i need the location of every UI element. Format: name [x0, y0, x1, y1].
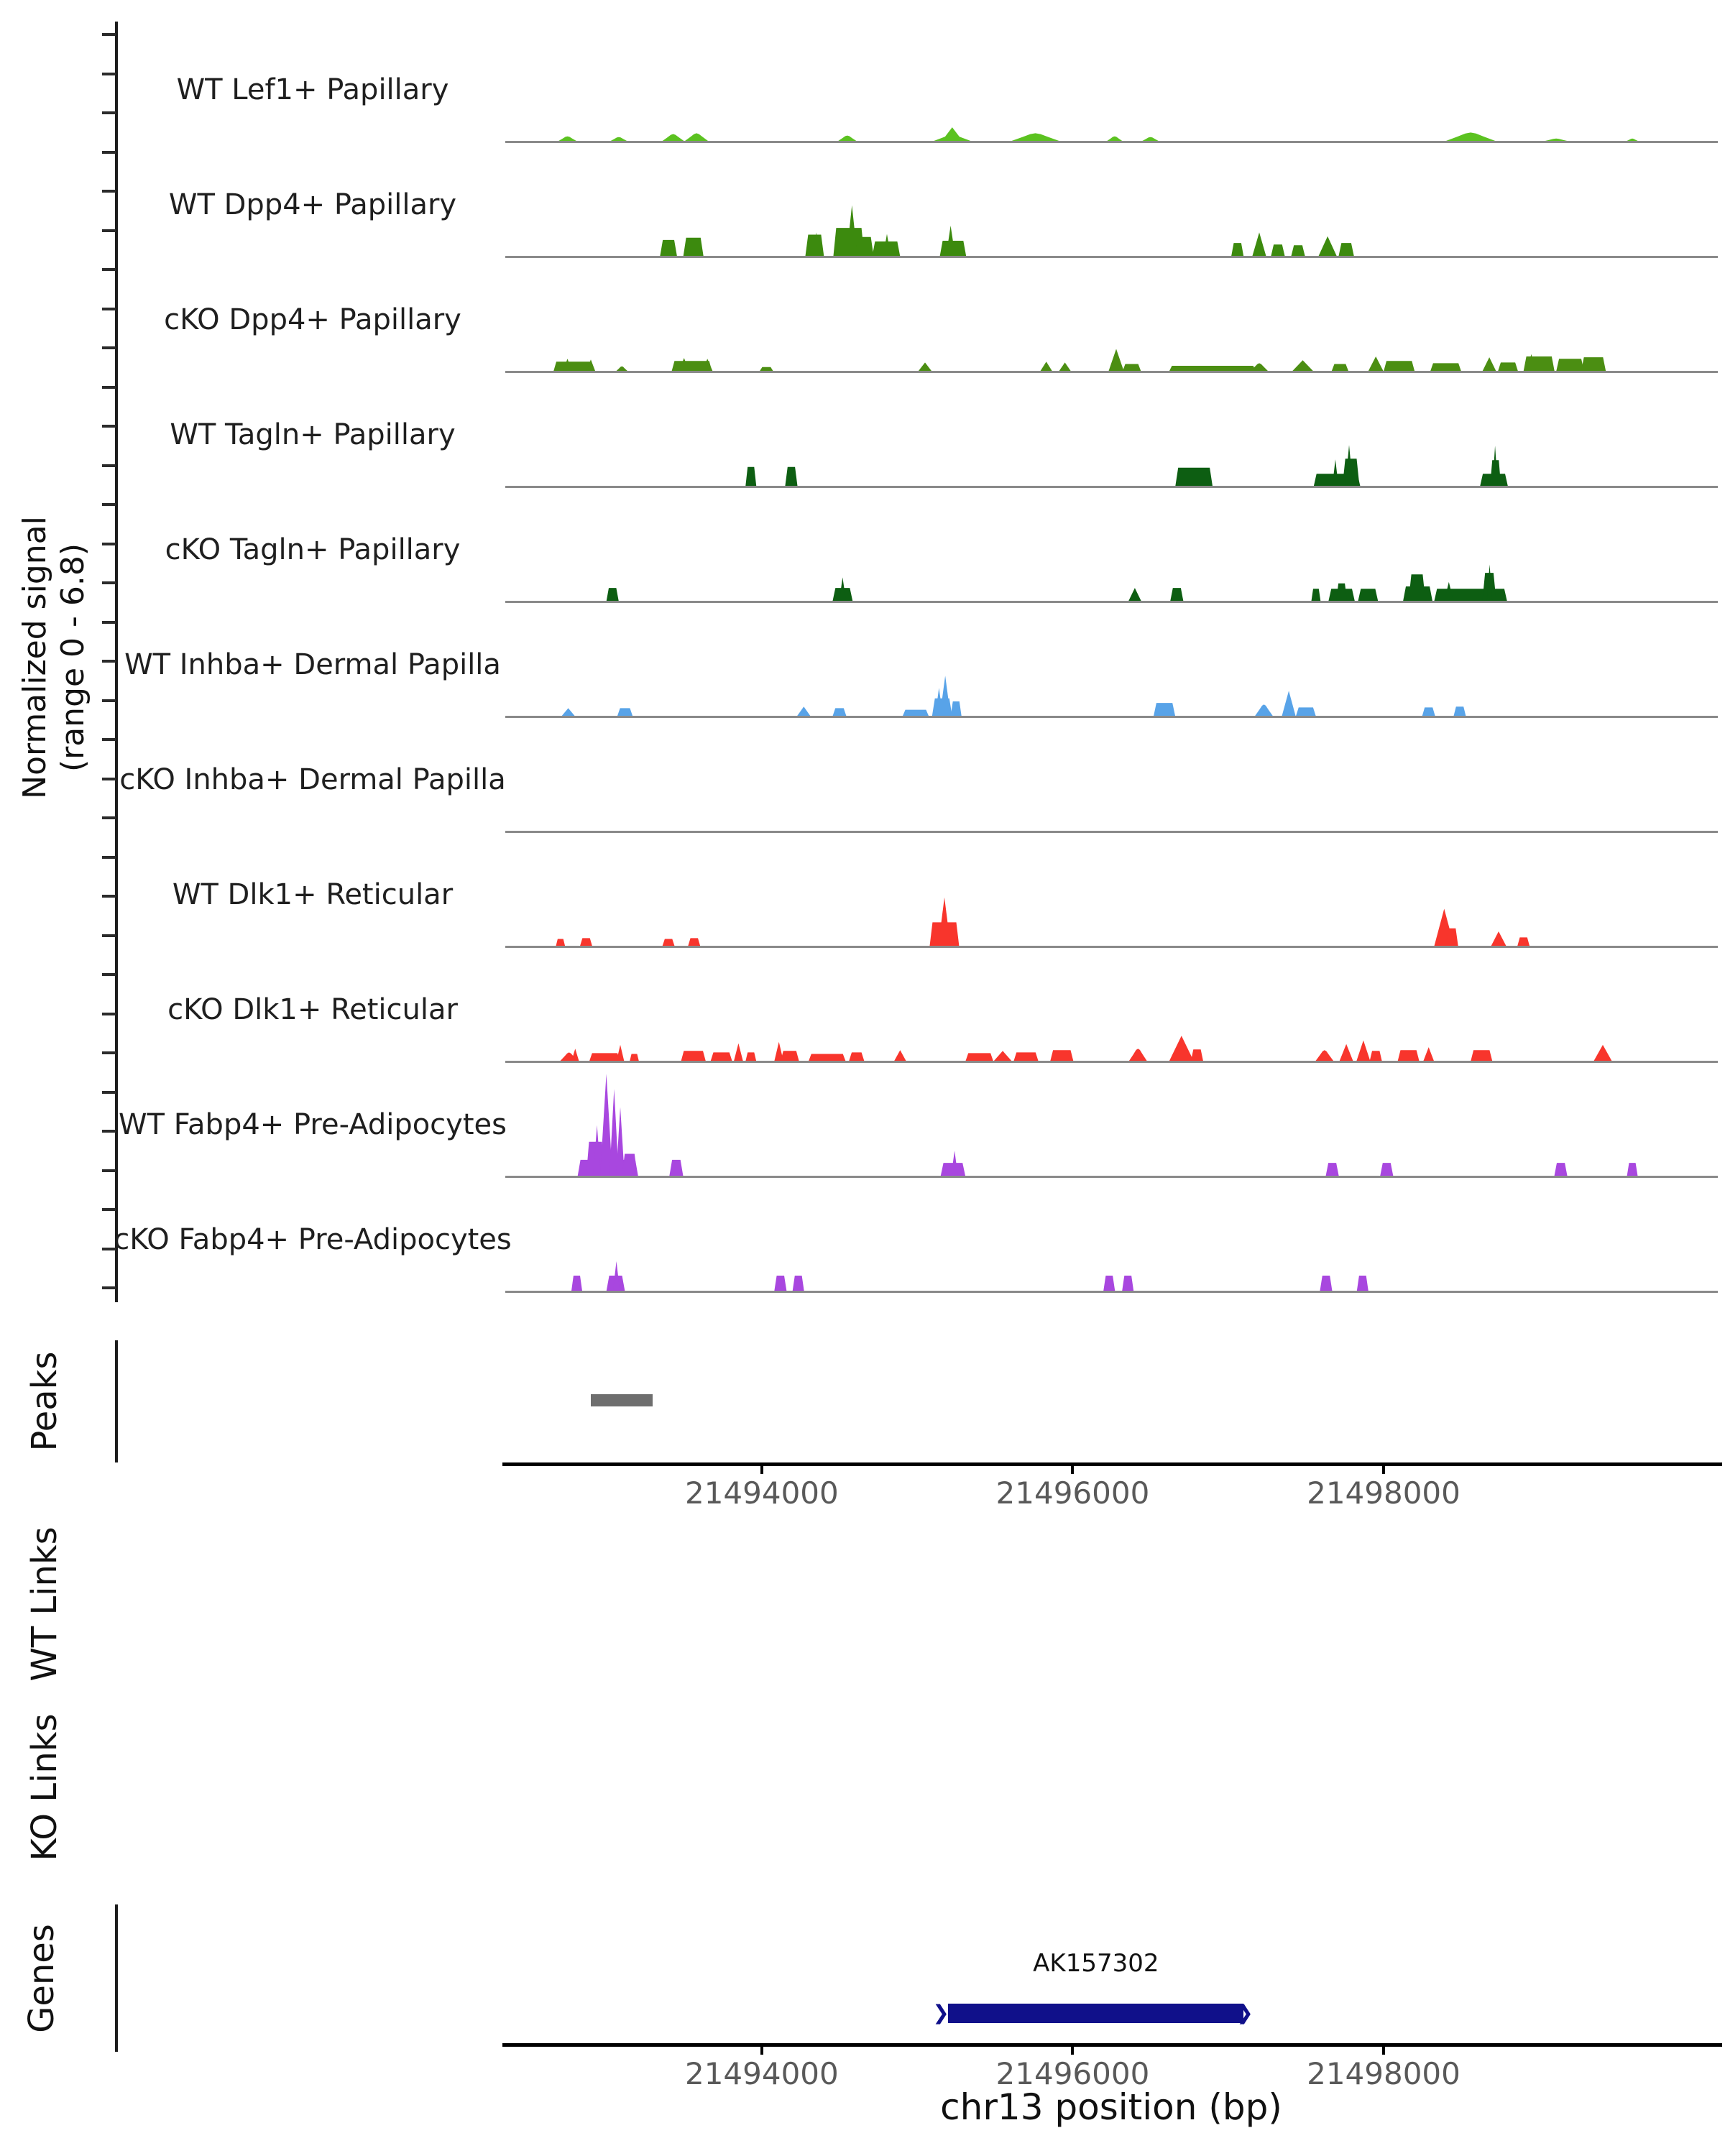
signal-peak [1169, 1036, 1195, 1061]
signal-peak [745, 467, 756, 487]
track-baseline [505, 141, 1718, 143]
signal-peak [1380, 1163, 1393, 1176]
signal-axis-tick [102, 1286, 116, 1289]
section-label-genes: Genes [22, 1924, 62, 2033]
signal-peak [1040, 361, 1052, 372]
signal-peak [571, 1049, 579, 1061]
signal-peak [1336, 584, 1347, 602]
track-signal [505, 954, 1718, 1061]
track-baseline [505, 486, 1718, 488]
signal-peak [1338, 243, 1354, 257]
signal-peak [1128, 588, 1141, 602]
signal-peak [1593, 1045, 1612, 1061]
signal-peak [1320, 1276, 1332, 1291]
signal-axis-tick [102, 973, 116, 976]
signal-axis-tick [102, 346, 116, 349]
x-axis-tick [1071, 1466, 1074, 1474]
signal-peak [1191, 1049, 1203, 1061]
track-baseline [505, 946, 1718, 948]
signal-peak [797, 706, 811, 717]
section-label-wt-links: WT Links [24, 1526, 65, 1682]
x-axis-tick [760, 1466, 763, 1474]
signal-peak [622, 1154, 638, 1177]
signal-peak [855, 237, 874, 257]
signal-axis-tick [102, 151, 116, 154]
signal-axis-tick [102, 229, 116, 232]
signal-axis-tick [102, 1208, 116, 1211]
signal-peak [1292, 360, 1313, 372]
track-label: WT Dpp4+ Papillary [168, 188, 457, 221]
signal-peak [1358, 589, 1378, 602]
signal-peak [938, 898, 950, 946]
genes-bracket-line [115, 1904, 118, 2052]
signal-peak [617, 1045, 625, 1061]
signal-peak [1368, 356, 1384, 372]
track-baseline [505, 831, 1718, 833]
track-label: cKO Fabp4+ Pre-Adipocytes [114, 1223, 512, 1256]
signal-peak [1282, 691, 1296, 717]
track-label: WT Fabp4+ Pre-Adipocytes [119, 1108, 507, 1141]
x-axis-tick [1382, 1466, 1385, 1474]
signal-axis-tick [102, 386, 116, 389]
signal-peak [1170, 588, 1183, 602]
x-axis-tick [760, 2047, 763, 2055]
section-label-ko-links: KO Links [24, 1713, 65, 1861]
track-baseline [505, 601, 1718, 603]
x-axis-tick [1071, 2047, 1074, 2055]
x-axis-tick-label: 21498000 [1307, 2056, 1460, 2091]
x-axis-line [502, 1462, 1722, 1466]
signal-peak [940, 676, 951, 717]
signal-peak [1271, 244, 1285, 257]
peak-region-bar [591, 1394, 653, 1406]
signal-peak [1482, 357, 1496, 372]
gene-strand-arrow-left: ❯ [932, 2001, 949, 2024]
signal-peak [1333, 459, 1339, 487]
track-label: cKO Tagln+ Papillary [165, 533, 461, 566]
signal-peak [1471, 1050, 1492, 1061]
x-axis-tick-label: 21496000 [995, 2056, 1150, 2091]
track-signal [505, 839, 1718, 946]
signal-peak [1154, 703, 1175, 717]
signal-peak [942, 127, 963, 142]
signal-axis-tick [102, 934, 116, 937]
x-axis-tick-label: 21498000 [1307, 1475, 1460, 1511]
track-signal [505, 34, 1718, 142]
signal-peak [681, 1051, 706, 1061]
signal-peak [1128, 1049, 1147, 1061]
gene-strand-arrow-right: ❯ [1236, 2001, 1254, 2024]
signal-peak [1356, 1041, 1371, 1061]
signal-axis-tick [102, 503, 116, 506]
signal-peak [1409, 574, 1426, 602]
signal-peak [951, 701, 962, 717]
track-baseline [505, 716, 1718, 718]
signal-peak [1291, 245, 1305, 257]
signal-peak [774, 1276, 786, 1291]
track-label: cKO Inhba+ Dermal Papilla [119, 763, 506, 796]
track-signal [505, 609, 1718, 717]
signal-peak [669, 1160, 683, 1176]
signal-peak [785, 467, 797, 487]
signal-peak [1627, 1163, 1638, 1176]
signal-axis-tick [102, 1091, 116, 1094]
signal-peak [1252, 232, 1266, 257]
signal-axis-tick [102, 581, 116, 584]
signal-peak [660, 240, 677, 257]
signal-peak [1398, 1050, 1420, 1061]
track-signal [505, 1069, 1718, 1176]
signal-peak [1315, 1050, 1334, 1061]
gene-label: AK157302 [1033, 1949, 1159, 1978]
signal-axis-tick [102, 1169, 116, 1172]
signal-peak [684, 238, 704, 257]
signal-peak [1357, 1276, 1368, 1291]
signal-peak [1108, 349, 1124, 372]
x-axis-line [502, 2043, 1722, 2047]
signal-peak [793, 1276, 804, 1291]
track-label: WT Lef1+ Papillary [176, 73, 449, 106]
signal-peak [1318, 236, 1337, 257]
signal-axis-tick [102, 464, 116, 467]
signal-axis-tick [102, 33, 116, 36]
x-axis-tick [1382, 2047, 1385, 2055]
track-baseline [505, 1176, 1718, 1178]
signal-axis-tick [102, 111, 116, 114]
signal-axis-tick [102, 268, 116, 271]
signal-peak [1122, 1276, 1133, 1291]
y-axis-label [16, 516, 92, 799]
track-baseline [505, 371, 1718, 373]
x-axis-tick-label: 21494000 [684, 2056, 839, 2091]
x-axis-title: chr13 position (bp) [940, 2086, 1282, 2128]
signal-peak [1423, 1047, 1434, 1061]
track-signal [505, 149, 1718, 257]
signal-peak [894, 1050, 906, 1061]
signal-axis-tick [102, 621, 116, 624]
x-axis-tick-label: 21494000 [684, 1475, 839, 1511]
signal-axis-tick [102, 816, 116, 819]
signal-peak [1370, 1051, 1382, 1061]
track-label: WT Tagln+ Papillary [170, 418, 456, 451]
signal-peak [1175, 468, 1213, 487]
signal-peak [1325, 1163, 1338, 1176]
track-label: WT Inhba+ Dermal Papilla [124, 648, 501, 681]
signal-peak [1311, 589, 1320, 602]
signal-peak [1050, 1050, 1073, 1061]
track-baseline [505, 1291, 1718, 1293]
track-label: cKO Dpp4+ Papillary [164, 303, 461, 336]
track-signal [505, 379, 1718, 487]
signal-peak [993, 1051, 1012, 1061]
track-baseline [505, 256, 1718, 258]
track-label: WT Dlk1+ Reticular [172, 878, 454, 911]
signal-peak [1581, 357, 1606, 372]
signal-axis-tick [102, 1051, 116, 1054]
track-baseline [505, 1061, 1718, 1063]
y-axis-label-line1: Normalized signal [17, 516, 53, 799]
signal-axis-tick [102, 856, 116, 859]
signal-peak [1339, 1044, 1353, 1061]
signal-peak [1491, 931, 1506, 946]
x-axis-tick-label: 21496000 [995, 1475, 1150, 1511]
signal-peak [781, 1051, 799, 1061]
signal-peak [1384, 361, 1414, 372]
signal-axis-tick [102, 738, 116, 741]
signal-peak [1554, 1163, 1567, 1176]
track-signal [505, 494, 1718, 602]
track-signal [505, 1184, 1718, 1291]
signal-axis-tick [102, 699, 116, 702]
track-signal [505, 724, 1718, 831]
signal-peak [1231, 243, 1243, 257]
signal-peak [1103, 1276, 1115, 1291]
track-label: cKO Dlk1+ Reticular [167, 993, 458, 1026]
signal-peak [734, 1044, 743, 1061]
signal-peak [571, 1276, 582, 1291]
track-signal [505, 264, 1718, 372]
section-label-peaks: Peaks [24, 1351, 65, 1452]
signal-peak [1453, 706, 1466, 717]
signal-peak [1556, 359, 1584, 372]
signal-peak [1255, 704, 1274, 717]
peaks-bracket-line [115, 1340, 118, 1462]
signal-peak [607, 588, 619, 602]
gene-body-bar [948, 2004, 1243, 2023]
y-axis-label-line2: (range 0 - 6.8) [55, 543, 91, 773]
